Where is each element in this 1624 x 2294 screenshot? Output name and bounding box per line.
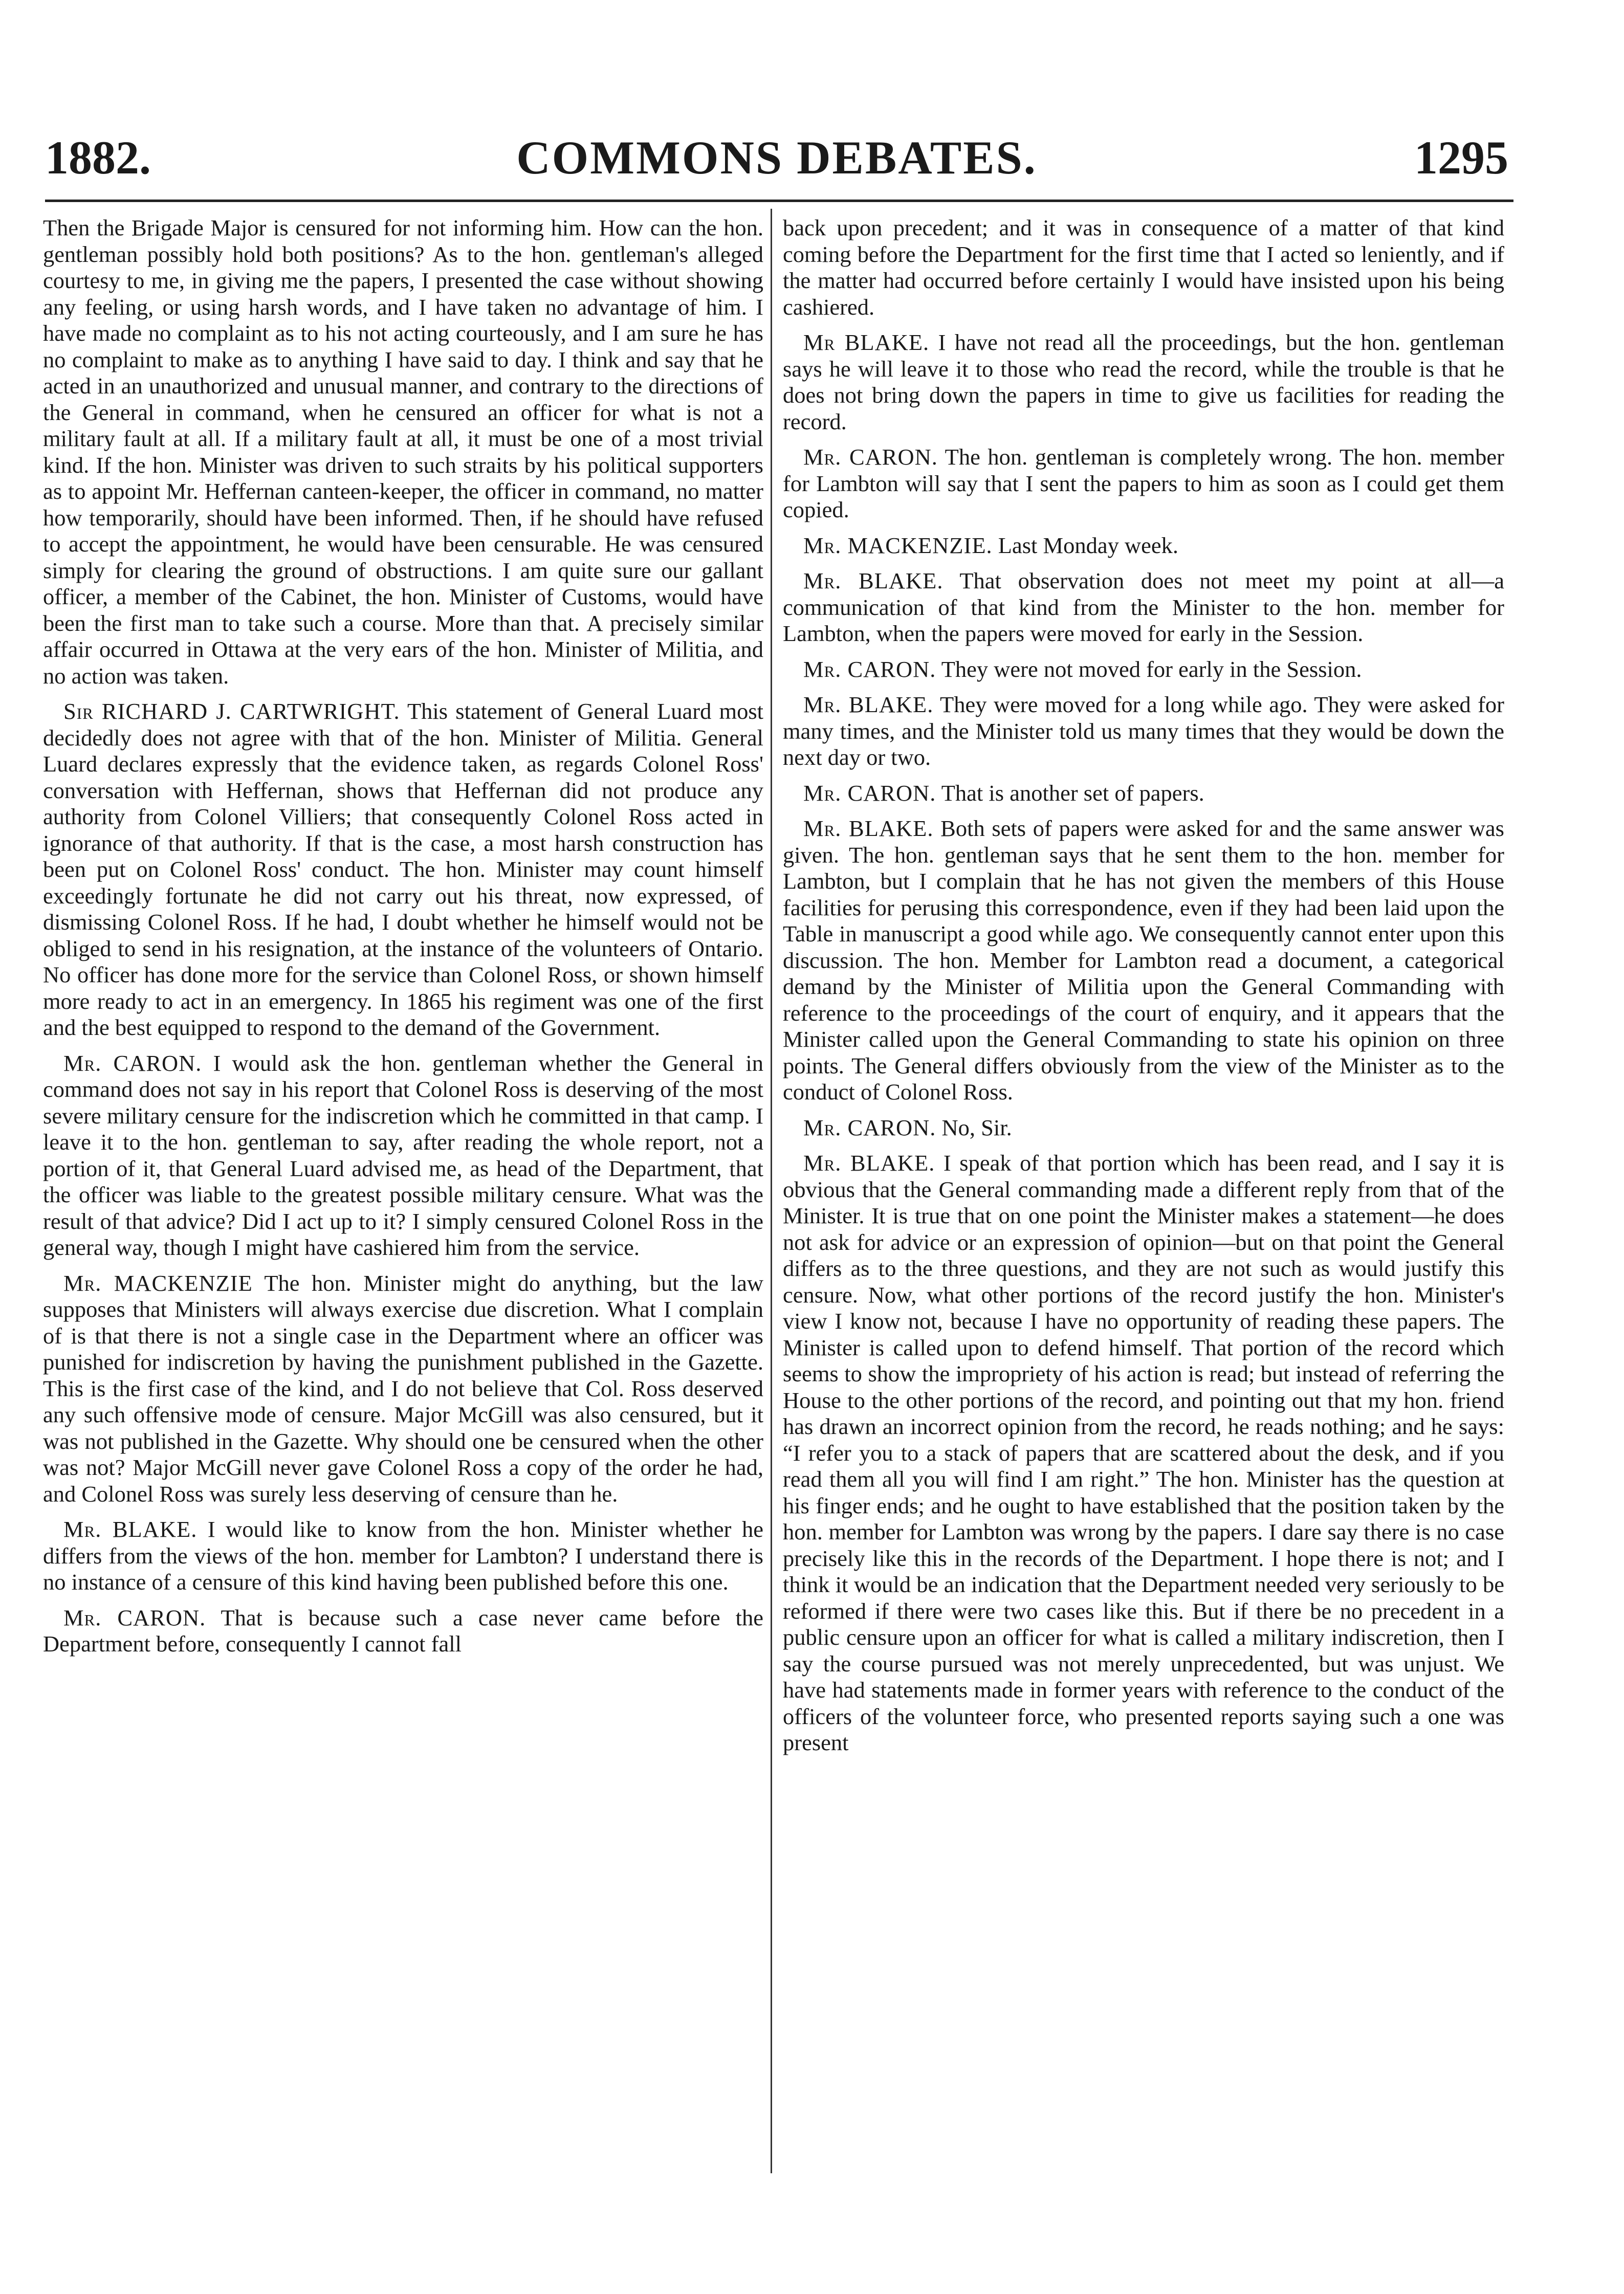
speaker-name: Mr. MACKENZIE [63, 1270, 253, 1296]
paragraph-text: That observation does not meet my point at all—a communication of that kind from the Minister to the hon. member for Lambton, when the papers were moved for early in the Session. [783, 568, 1504, 646]
speaker-name: Mr. MACKENZIE. [803, 532, 993, 558]
speaker-name: Mr. CARON. [803, 780, 936, 806]
paragraph-text: That is because such a case never came before the Department before, consequently I cannot fall [43, 1604, 763, 1657]
right-column [783, 215, 1504, 2179]
paragraph [783, 329, 1504, 435]
paragraph [43, 698, 763, 1041]
header-page-number: 1295 [1414, 131, 1508, 184]
paragraph-text: I have not read all the proceedings, but the hon. gentleman says he will leave it to those who read the record, while the trouble is that he does not bring down the papers in time to give us facilities for reading the record. [783, 329, 1504, 434]
page-header [45, 130, 1508, 192]
paragraph-text: I speak of that portion which has been read, and I say it is obvious that the General commanding made a different reply from that of the Minister. It is true that on one point the Minister makes a statement—he does not ask for advice or an expression of opinion—but on that point the General differs as to the three questions, and they are not such as would justify this censure. Now, what other portions of the record justify the hon. Minister's view I know not, because I have no opportunity of reading these papers. The Minister is called upon to defend himself. That portion of the record which seems to show the impropriety of his action is read; but instead of referring the House to the other portions of the record, and pointing out that my hon. friend has drawn an incorrect opinion from the record, he reads nothing; and he says: “I refer you to a stack of papers that are scattered about the desk, and if you read them all you will find I am right.” The hon. Minister has the question at his finger ends; and he ought to have established that the position taken by the hon. member for Lambton was wrong by the papers. I dare say there is no case precisely like this in the records of the Department. I hope there is not; and I think it would be an indication that the Department needed very seriously to be reformed if there were two cases like this. But if there be no precedent in a public censure upon an officer for what is called a military indiscretion, then I say the course pursued was not merely unprecedented, but was unjust. We have had statements made in former years with reference to the conduct of the officers of the volunteer force, who presented reports saying such a one was present [783, 1150, 1504, 1755]
paragraph [783, 1115, 1504, 1141]
paragraph-text: Last Monday week. [998, 532, 1178, 558]
paragraph-text: This statement of General Luard most decidedly does not agree with that of the hon. Minister of Militia. General Luard declares expressly that the evidence taken, as regards Colonel Ross' conversation with Heffernan, shows that Heffernan did not produce any authority from Colonel Villiers; that consequently Colonel Ross acted in ignorance of that authority. If that is the case, a most harsh construction has been put on Colonel Ross' conduct. The hon. Minister may count himself exceedingly fortunate he did not carry out his threat, now expressed, of dismissing Colonel Ross. If he had, I doubt whether he himself would not be obliged to send in his resignation, at the instance of the volunteers of Ontario. No officer has done more for the service than Colonel Ross, or shown himself more ready to act in an emergency. In 1865 his regiment was one of the first and the best equipped to respond to the demand of the Government. [43, 698, 763, 1040]
paragraph [43, 215, 763, 689]
paragraph-text: That is another set of papers. [941, 780, 1204, 806]
paragraph-text: Then the Brigade Major is censured for not informing him. How can the hon. gentleman possibly hold both positions? As to the hon. gentleman's alleged courtesy to me, in giving me the papers, I presented the case without showing any feeling, or using harsh words, and I have taken no advantage of him. I have made no complaint as to his not acting courteously, and I am sure he has no complaint to make as to anything I have said to day. I think and say that he acted in an unauthorized and unusual manner, and contrary to the directions of the General in command, when he censured an officer for what is not a military fault at all. If a military fault at all, it must be one of a most trivial kind. If the hon. Minister was driven to such straits by his political supporters as to appoint Mr. Heffernan canteen-keeper, the officer in command, no matter how temporarily, should have been informed. Then, if he should have refused to accept the appointment, he would have been censurable. He was censured simply for clearing the ground of obstructions. I am quite sure our gallant officer, a member of the Cabinet, the hon. Minister of Customs, would have been the first man to take such a course. More than that. A precisely similar affair occurred in Ottawa at the very ears of the hon. Minister of Militia, and no action was taken. [43, 215, 763, 689]
left-column [43, 215, 763, 2179]
speaker-name: Mr. BLAKE. [63, 1516, 197, 1542]
speaker-name: Mr. CARON. [803, 1114, 936, 1140]
paragraph [783, 815, 1504, 1106]
paragraph-text: I would ask the hon. gentleman whether the General in command does not say in his report that Colonel Ross is deserving of the most severe military censure for the indiscretion which he committed in that camp. I leave it to the hon. gentleman to say, after reading the whole report, not a portion of it, that General Luard advised me, as head of the Department, that the officer was liable to the greatest possible military censure. What was the result of that advice? Did I act up to it? I simply censured Colonel Ross in the general way, though I might have cashiered him from the service. [43, 1050, 763, 1260]
paragraph-text: No, Sir. [941, 1114, 1012, 1140]
paragraph [783, 656, 1504, 683]
paragraph [783, 215, 1504, 320]
paragraph-text: The hon. gentleman is completely wrong. The hon. member for Lambton will say that I sent the papers to him as soon as I could get them copied. [783, 444, 1504, 522]
header-rule [45, 200, 1513, 202]
paragraph-text: They were moved for a long while ago. They were asked for many times, and the Minister told us many times that they would be down the next day or two. [783, 692, 1504, 770]
paragraph [783, 780, 1504, 807]
speaker-name: Mr. BLAKE. [803, 815, 934, 841]
paragraph [43, 1605, 763, 1658]
paragraph [43, 1516, 763, 1596]
speaker-name: Mr. BLAKE. [803, 568, 943, 593]
header-year: 1882. [45, 131, 151, 184]
speaker-name: Sir RICHARD J. CARTWRIGHT. [63, 698, 400, 724]
header-title: COMMONS DEBATES. [516, 131, 1037, 184]
paragraph-text: I would like to know from the hon. Minister whether he differs from the views of the hon. member for Lambton? I understand there is no instance of a censure of this kind having been published before this one. [43, 1516, 763, 1595]
speaker-name: Mr. CARON. [63, 1604, 206, 1630]
paragraph [43, 1270, 763, 1508]
paragraph [783, 533, 1504, 559]
speaker-name: Mr. BLAKE. [803, 692, 934, 717]
paragraph [783, 1150, 1504, 1756]
speaker-name: Mr. BLAKE. [803, 1150, 935, 1176]
speaker-name: Mr. CARON. [63, 1050, 202, 1076]
speaker-name: Mr. CARON. [803, 444, 938, 470]
speaker-name: Mr. CARON. [803, 656, 936, 682]
speaker-name: Mr BLAKE. [803, 329, 930, 355]
paragraph [783, 692, 1504, 771]
paragraph [783, 568, 1504, 647]
paragraph [43, 1050, 763, 1261]
paragraph-text: Both sets of papers were asked for and the same answer was given. The hon. gentleman says that he sent them to the hon. member for Lambton, but I complain that he has not given the members of this House facilities for perusing this correspondence, even if they had been laid upon the Table in manuscript a good while ago. We consequently cannot enter upon this discussion. The hon. Member for Lambton read a document, a categorical demand by the Minister of Militia upon the General Commanding with reference to the proceedings of the court of enquiry, and it appears that the Minister called upon the General Commanding to state his opinion on three points. The General differs obviously from the view of the Minister as to the conduct of Colonel Ross. [783, 815, 1504, 1105]
paragraph-text: The hon. Minister might do anything, but the law supposes that Ministers will always exercise due discretion. What I complain of is that there is not a single case in the Department where an officer was punished for indiscretion by having the punishment published in the Gazette. This is the first case of the kind, and I do not believe that Col. Ross deserved any such offensive mode of censure. Major McGill was also censured, but it was not published in the Gazette. Why should one be censured when the other was not? Major McGill never gave Colonel Ross a copy of the order he had, and Colonel Ross was surely less deserving of censure than he. [43, 1270, 763, 1507]
paragraph-text: They were not moved for early in the Session. [941, 656, 1362, 682]
column-divider [771, 209, 772, 2173]
paragraph-text: back upon precedent; and it was in consequence of a matter of that kind coming before the Department for the first time that I acted so leniently, and if the matter had occurred before certainly I would have insisted upon his being cashiered. [783, 215, 1504, 320]
paragraph [783, 444, 1504, 523]
